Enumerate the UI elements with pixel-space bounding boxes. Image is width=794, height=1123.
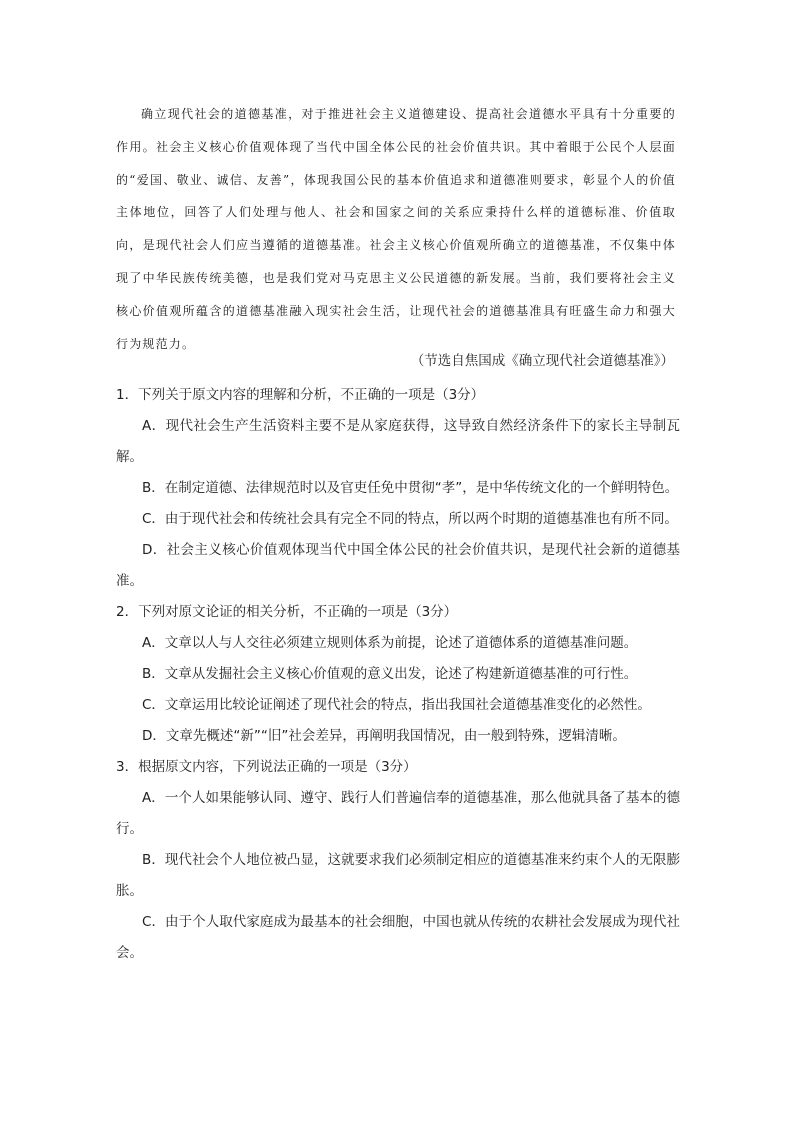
- question-stem: 3．根据原文内容，下列说法正确的一项是（3分）: [116, 759, 417, 775]
- questions: [116, 380, 680, 969]
- question-stem: 2．下列对原文论证的相关分析，不正确的一项是（3分）: [116, 604, 458, 620]
- source-citation: （节选自焦国成《确立现代社会道德基准》）: [410, 353, 674, 369]
- question-option: A．一个人如果能够认同、遵守、践行人们普遍信奉的道德基准，那么他就具备了基本的德行。: [116, 790, 680, 837]
- question-option: B．文章从发掘社会主义核心价值观的意义出发，论述了构建新道德基准的可行性。: [142, 666, 638, 682]
- passage-paragraph: 确立现代社会的道德基准，对于推进社会主义道德建设、提高社会道德水平具有十分重要的作用。社会主义核心价值观体现了当代中国全体公民的社会价值共识。其中着眼于公民个人层面的“爱国、敬业、诚信、友善”，体现我国公民的基本价值追求和道德准则要求，彰显个人的价值主体地位，回答了人们处理与他人、社会和国家之间的关系应秉持什么样的道德标准、价值取向，是现代社会人们应当遵循的道德基准。社会主义核心价值观所确立的道德基准，不仅集中体现了中华民族传统美德，也是我们党对马克思主义公民道德的新发展。当前，我们要将社会主义核心价值观所蕴含的道德基准融入现实社会生活，让现代社会的道德基准具有旺盛生命力和强大行为规范力。: [116, 107, 676, 351]
- question-option: D．社会主义核心价值观体现当代中国全体公民的社会价值共识，是现代社会新的道德基准。: [116, 542, 680, 589]
- question-option: C．由于现代社会和传统社会具有完全不同的特点，所以两个时期的道德基准也有所不同。: [142, 511, 678, 527]
- passage: [116, 98, 676, 360]
- question-option: B．现代社会个人地位被凸显，这就要求我们必须制定相应的道德基准来约束个人的无限膨胀。: [116, 852, 680, 899]
- question-option: D．文章先概述“新”“旧”社会差异，再阐明我国情况，由一般到特殊，逻辑清晰。: [142, 728, 626, 744]
- question-option: A．现代社会生产生活资料主要不是从家庭获得，这导致自然经济条件下的家长主导制瓦解。: [116, 418, 680, 465]
- question-stem: 1．下列关于原文内容的理解和分析，不正确的一项是（3分）: [116, 387, 485, 403]
- question-option: C．文章运用比较论证阐述了现代社会的特点，指出我国社会道德基准变化的必然性。: [142, 697, 651, 713]
- question-option: C．由于个人取代家庭成为最基本的社会细胞，中国也就从传统的农耕社会发展成为现代社会。: [116, 914, 680, 961]
- question-option: B．在制定道德、法律规范时以及官吏任免中贯彻“孝”，是中华传统文化的一个鲜明特色。: [142, 480, 679, 496]
- question-option: A．文章以人与人交往必须建立规则体系为前提，论述了道德体系的道德基准问题。: [142, 635, 638, 651]
